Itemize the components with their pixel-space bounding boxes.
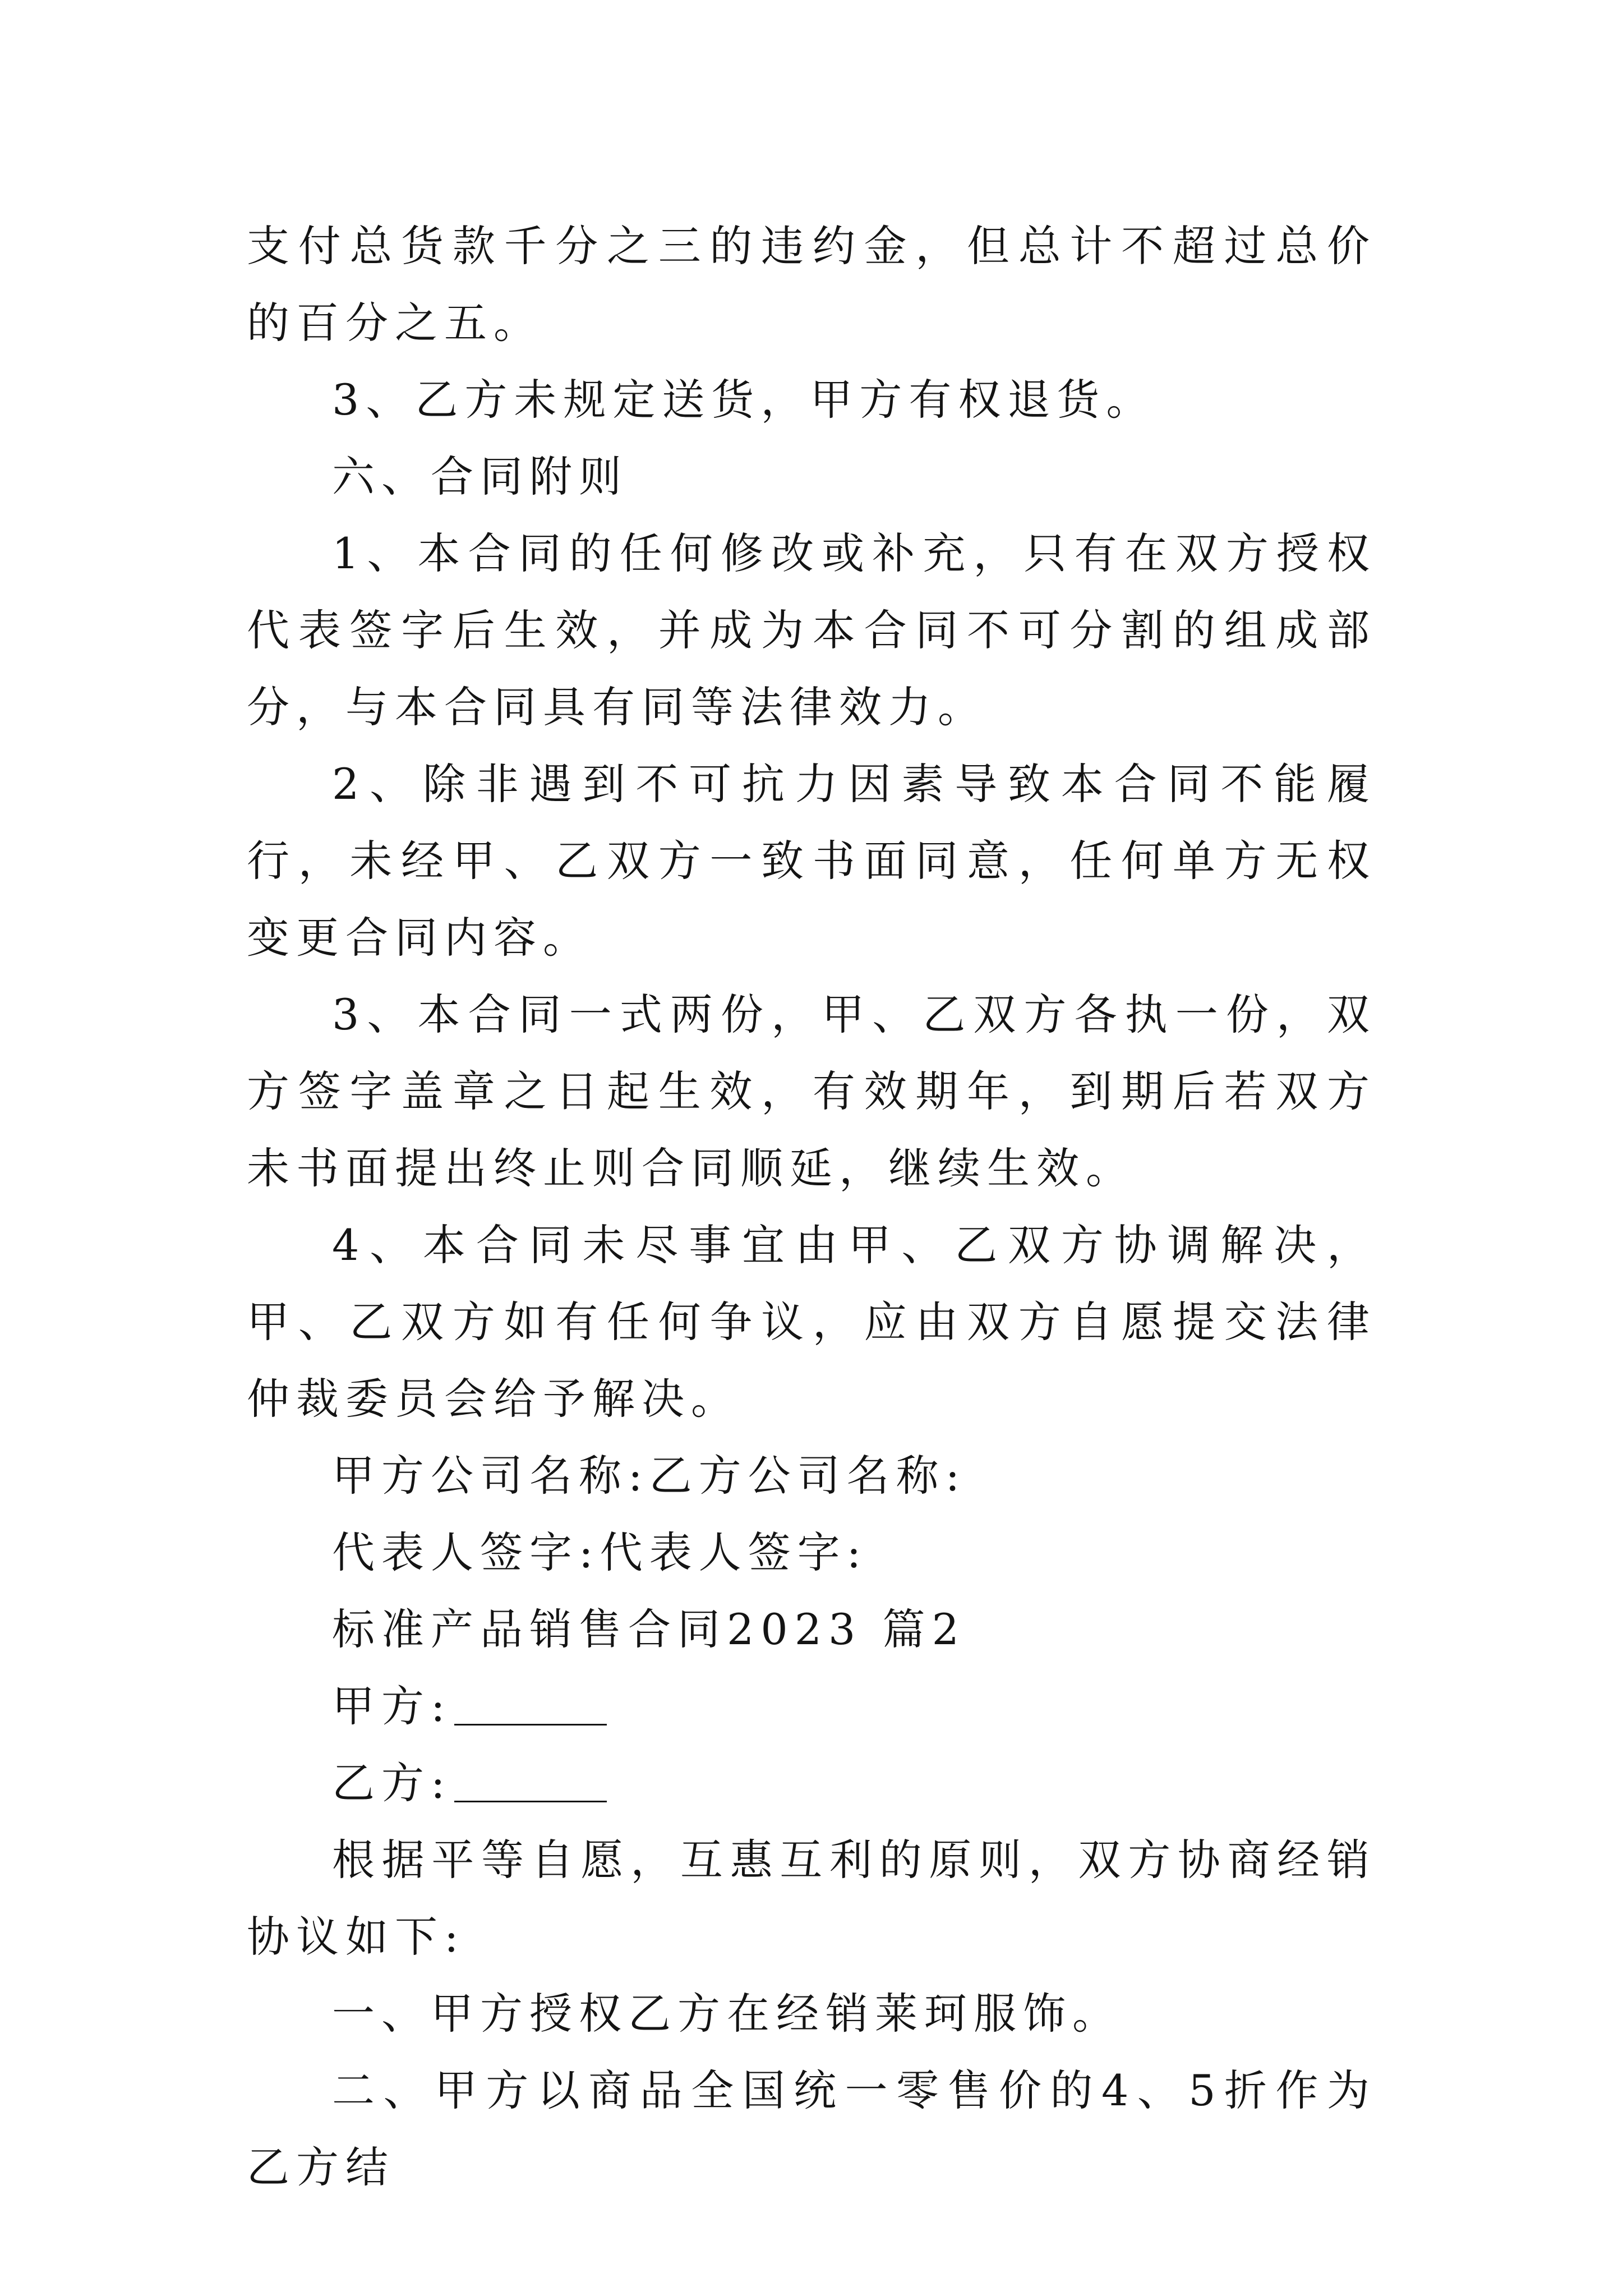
company-names-line: 甲方公司名称:乙方公司名称: [332, 1451, 967, 1501]
paragraph-agreement-intro: 根据平等自愿，互惠互利的原则，双方协商经销协议如下: [247, 1835, 1376, 1962]
paragraph-clause-5-3: 3、乙方未规定送货，甲方有权退货。 [332, 375, 1156, 425]
party-b-blank [454, 1758, 607, 1802]
contract-2-title: 标准产品销售合同2023 篇2 [332, 1604, 966, 1654]
paragraph-article-1: 一、甲方授权乙方在经销莱珂服饰。 [332, 1989, 1122, 2039]
party-a-label: 甲方: [332, 1681, 452, 1731]
paragraph-clause-6-2: 2、除非遇到不可抗力因素导致本合同不能履行，未经甲、乙双方一致书面同意，任何单方无权变更合同内容。 [247, 759, 1376, 963]
party-a-blank [454, 1681, 607, 1726]
document-body [247, 208, 1376, 2206]
party-a-line [247, 1668, 1376, 1745]
party-b-label: 乙方: [332, 1758, 452, 1808]
paragraph-article-2: 二、甲方以商品全国统一零售价的4、5折作为乙方结 [247, 2065, 1376, 2192]
signature-line: 代表人签字:代表人签字: [332, 1527, 868, 1577]
paragraph-clause-6-4: 4、本合同未尽事宜由甲、乙双方协调解决，甲、乙双方如有任何争议，应由双方自愿提交法律仲裁委员会给予解决。 [247, 1220, 1376, 1424]
paragraph-clause-6-3: 3、本合同一式两份，甲、乙双方各执一份，双方签字盖章之日起生效，有效期年，到期后若双方未书面提出终止则合同顺延，继续生效。 [247, 990, 1376, 1193]
paragraph-clause-6-1: 1、本合同的任何修改或补充，只有在双方授权代表签字后生效，并成为本合同不可分割的组成部分，与本合同具有同等法律效力。 [247, 528, 1376, 732]
paragraph-penalty-continuation: 支付总货款千分之三的违约金，但总计不超过总价的百分之五。 [247, 221, 1376, 348]
section-heading-supplementary-provisions: 六、合同附则 [332, 452, 628, 501]
party-b-line [247, 1745, 1376, 1821]
